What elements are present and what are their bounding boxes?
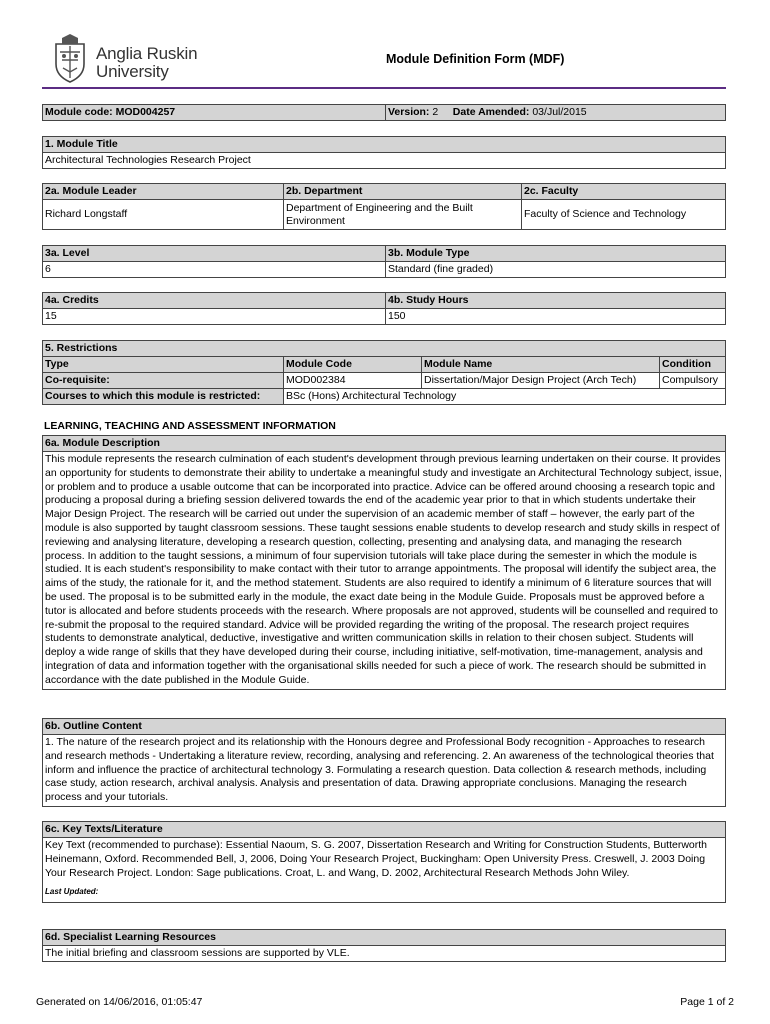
description-label: 6a. Module Description <box>43 436 726 452</box>
last-updated: Last Updated: <box>45 887 99 897</box>
courses-label: Courses to which this module is restricted: <box>43 389 284 405</box>
faculty-value: Faculty of Science and Technology <box>522 200 726 230</box>
page-number: Page 1 of 2 <box>680 996 734 1008</box>
restrictions-header-name: Module Name <box>422 357 660 373</box>
restrictions-label: 5. Restrictions <box>43 341 726 357</box>
restrictions-header-type: Type <box>43 357 284 373</box>
restrictions-header-code: Module Code <box>284 357 422 373</box>
key-texts-label: 6c. Key Texts/Literature <box>43 822 726 838</box>
level-value: 6 <box>43 262 386 278</box>
leader-table <box>42 183 726 230</box>
courses-value: BSc (Hons) Architectural Technology <box>284 389 726 405</box>
resources-label: 6d. Specialist Learning Resources <box>43 930 726 946</box>
restrictions-table <box>42 340 726 405</box>
form-title: Module Definition Form (MDF) <box>386 52 565 66</box>
level-table <box>42 245 726 278</box>
version-cell <box>386 105 726 121</box>
version-value: 2 <box>432 106 439 118</box>
credits-value: 15 <box>43 309 386 325</box>
leader-value: Richard Longstaff <box>43 200 284 230</box>
lta-heading: LEARNING, TEACHING AND ASSESSMENT INFORMATION <box>44 420 336 432</box>
coreq-name: Dissertation/Major Design Project (Arch Tech) <box>422 373 660 389</box>
credits-label: 4a. Credits <box>43 293 386 309</box>
coreq-code: MOD002384 <box>284 373 422 389</box>
header-rule <box>42 87 726 89</box>
department-label: 2b. Department <box>284 184 522 200</box>
resources-table <box>42 929 726 962</box>
generated-on: Generated on 14/06/2016, 01:05:47 <box>36 996 203 1008</box>
module-title-value: Architectural Technologies Research Project <box>43 153 726 169</box>
version-label: Version: <box>388 106 430 118</box>
module-type-value: Standard (fine graded) <box>386 262 726 278</box>
description-text: This module represents the research culmination of each student's development through previous learning undertaken on their course. It provides an opportunity for students to demonstrate their ability to undertake a meaningful study and investigate an Architectural Technology subject, issue, or problem and to produce a usable outcome that can be incorporated into practice. Advice can be offered around choosing a research topic and producing a proposal during a briefing session delivered towards the end of the academic year prior to that in which students undertake their Major Design Project. The research will be carried out under the supervision of an academic member of staff – however, the early part of the module is also supported by taught classroom sessions. These taught sessions enable students to develop research and study skills in respect of reviewing and analysing literature, developing a research question, collecting, presenting and analysing data, and managing the research process. In addition to the taught sessions, a minimum of four supervision tutorials will take place during the semester in which the module is studied. It is each student's responsibility to make contact with their tutor to arrange appointments. The proposal will identify the subject area, the aims of the study, the rationale for it, and the method statement. Students are also required to identify a minimum of 6 literature sources that will be used. The proposal is to be submitted early in the module, the exact date being in the Module Guide. Proposals must be approved before a tutor is allocated and before students proceeds with the research. Where proposals are not approved, students will be counselled and required to re-submit the proposal to the required standard. Advice will be provided regarding the writing of the proposal. The research project requires students to demonstrate analytical, deductive, investigative and written communication skills in relation to their chosen subject. Students will deploy a wide range of skills that they have developed during their course, including initiative, self-motivation, time-management, analysis and integration of data and information together with the organisational skills needed for such a piece of work. The research should be submitted in accordance with the date published in the Module Guide. <box>43 452 726 690</box>
outline-table <box>42 718 726 807</box>
credits-table <box>42 292 726 325</box>
description-table <box>42 435 726 690</box>
coreq-condition: Compulsory <box>660 373 726 389</box>
study-hours-value: 150 <box>386 309 726 325</box>
date-amended-label: Date Amended: <box>452 106 530 118</box>
key-texts-cell <box>43 838 726 903</box>
module-title-table <box>42 136 726 169</box>
date-amended-value: 03/Jul/2015 <box>532 106 587 118</box>
outline-text: 1. The nature of the research project and its relationship with the Honours degree and Professional Body recognition - Approaches to research and research methods - Undertaking a literature review, recording, analysing and referencing. 2. An awareness of the technological theories that inform and influence the practice of architectural technology 3. Formulating a research question. Data collection & research methods, including case study, action research, archival analysis. Analysis and presentation of data. Drawing appropriate conclusions. Managing the research process and your tutorials. <box>43 735 726 807</box>
faculty-label: 2c. Faculty <box>522 184 726 200</box>
coreq-label: Co-requisite: <box>43 373 284 389</box>
module-code-table <box>42 104 726 121</box>
logo-line2: University <box>96 62 169 81</box>
leader-label: 2a. Module Leader <box>43 184 284 200</box>
department-value: Department of Engineering and the Built Environment <box>284 200 522 230</box>
crest-icon <box>50 34 90 84</box>
resources-text: The initial briefing and classroom sessions are supported by VLE. <box>43 946 726 962</box>
module-title-label: 1. Module Title <box>43 137 726 153</box>
module-type-label: 3b. Module Type <box>386 246 726 262</box>
study-hours-label: 4b. Study Hours <box>386 293 726 309</box>
university-logo <box>50 34 210 84</box>
logo-line1: Anglia Ruskin <box>96 44 198 63</box>
level-label: 3a. Level <box>43 246 386 262</box>
outline-label: 6b. Outline Content <box>43 719 726 735</box>
key-texts-table <box>42 821 726 903</box>
restrictions-header-condition: Condition <box>660 357 726 373</box>
module-code: Module code: MOD004257 <box>43 105 386 121</box>
key-texts-text: Key Text (recommended to purchase): Essential Naoum, S. G. 2007, Dissertation Research and Writing for Construction Students, Butterworth Heinemann, Oxford. Recommended Bell, J, 2006, Doing Your Research Project, Buckingham: Open University Press. Creswell, J. 2003 Doing Your Research Project. London: Sage publications. Croat, L. and Wang, D. 2002, Architectural Research Methods John Wiley. <box>45 839 708 879</box>
